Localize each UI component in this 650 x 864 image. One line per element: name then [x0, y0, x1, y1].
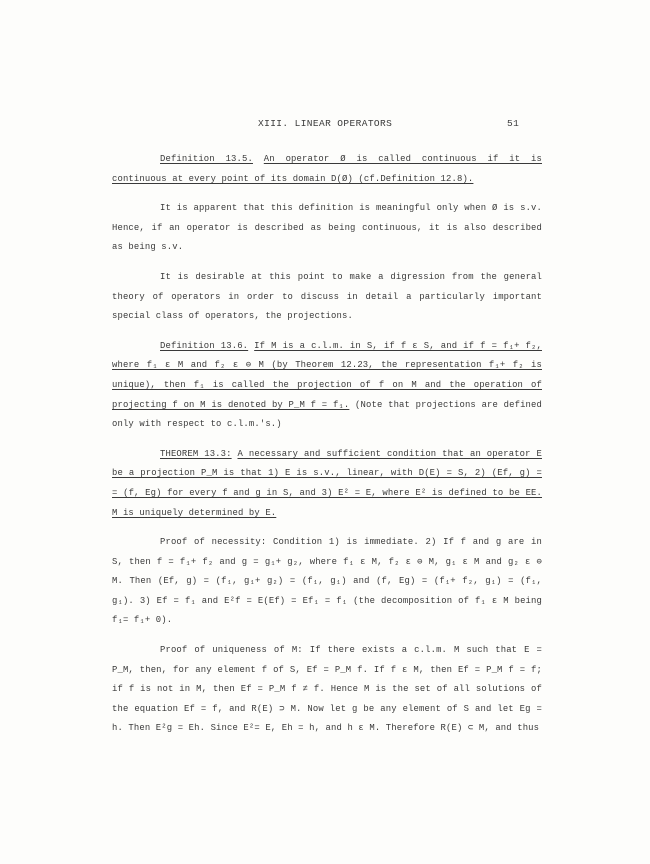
body-text	[112, 150, 542, 749]
theorem-label: THEOREM 13.3:	[160, 448, 232, 459]
definition-13-5	[112, 150, 542, 189]
definition-label: Definition 13.5.	[160, 154, 253, 164]
definition-text: If M is a c.l.m. in S, if f ε S, and if f = f₁+ f₂, where f₁ ε M and f₂ ε ⊖ M (by Theorem 12.23, the representation f₁+ f₂ is unique), then f₁ is called the projection of f on M and the operation of projecting f on M is denoted by P_M f = f₁.	[112, 340, 542, 410]
chapter-title: XIII. LINEAR OPERATORS	[258, 118, 393, 129]
paragraph-meaningful: It is apparent that this definition is meaningful only when Ø is s.v. Hence, if an operator is described as being continuous, it is also described as being s.v.	[112, 203, 542, 253]
proof-of-uniqueness: Proof of uniqueness of M: If there exists a c.l.m. M such that E = P_M, then, for any element f of S, Ef = P_M f. If f ε M, then Ef = P_M f = f; if f is not in M, then Ef = P_M f ≠ f. Hence M is the set of all solutions of the equation Ef = f, and R(E) ⊃ M. Now let g be any element of S and let Eg = h. Then E²g = Eh. Since E²= E, Eh = h, and h ε M. Therefore R(E) ⊂ M, and thus	[112, 645, 542, 734]
definition-note: (Note that projections are defined only with respect to c.l.m.'s.)	[112, 399, 542, 430]
running-header	[0, 118, 650, 134]
proof-of-necessity: Proof of necessity: Condition 1) is immediate. 2) If f and g are in S, then f = f₁+ f₂ and g = g₁+ g₂, where f₁ ε M, f₂ ε ⊖ M, g₁ ε M and g₂ ε ⊖ M. Then (Ef, g) = (f₁, g₁+ g₂) = (f₁, g₁) and (f, Eg) = (f₁+ f₂, g₁) = (f₁, g₁). 3) Ef = f₁ and E²f = E(Ef) = Ef₁ = f₁ (the decomposition of f₁ ε M being f₁= f₁+ 0).	[112, 537, 542, 626]
theorem-13-3	[112, 445, 542, 523]
theorem-text: A necessary and sufficient condition that an operator E be a projection P_M is that 1) E is s.v., linear, with D(E) = S, 2) (Ef, g) = = (f, Eg) for every f and g in S, and 3) E² = E, where E² is defined to be EE. M is uniquely determined by E.	[112, 448, 542, 518]
definition-text: An operator Ø is called continuous if it is continuous at every point of its domain D(Ø) (cf.Definition 12.8).	[112, 154, 542, 184]
definition-label: Definition 13.6.	[160, 340, 249, 351]
definition-13-6	[112, 337, 542, 435]
page-number: 51	[507, 118, 520, 129]
paragraph-digression: It is desirable at this point to make a digression from the general theory of operators in order to discuss in detail a particularly important special class of operators, the projections.	[112, 271, 542, 322]
